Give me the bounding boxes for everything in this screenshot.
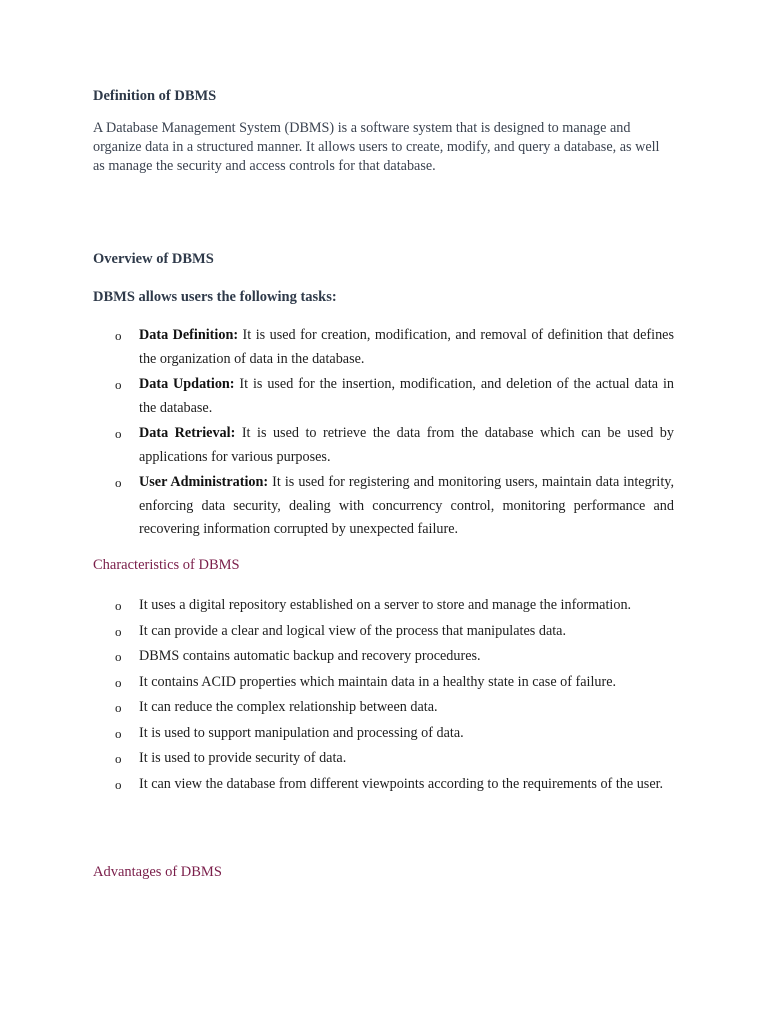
bullet-marker: o — [115, 377, 122, 392]
characteristics-heading: Characteristics of DBMS — [93, 557, 240, 573]
overview-heading: Overview of DBMS — [93, 251, 214, 267]
bullet-marker: o — [115, 751, 122, 766]
task-term: User Administration: — [139, 474, 269, 490]
list-item — [93, 645, 674, 669]
task-description: It is used for registering and monitoring users, maintain data integrity, enforcing data security, dealing with concurrency control, monitoring performance and recovering information corrupted by unexpected failure. — [139, 474, 674, 537]
definition-heading: Definition of DBMS — [93, 88, 217, 104]
list-item — [93, 594, 674, 618]
characteristics-list — [93, 594, 674, 798]
characteristic-text: It can reduce the complex relationship between data. — [139, 699, 438, 715]
bullet-marker: o — [115, 776, 122, 792]
definition-paragraph: A Database Management System (DBMS) is a software system that is designed to manage and organize data in a structured manner. It allows users to create, modify, and query a database, as well as manage the security and access controls for that database. — [93, 120, 660, 174]
bullet-marker: o — [115, 475, 122, 490]
overview-task-list — [93, 324, 674, 544]
characteristic-text: It is used to provide security of data. — [139, 750, 347, 766]
list-item — [93, 722, 674, 746]
task-description: It is used for creation, modification, and removal of definition that defines the organization of data in the database. — [139, 327, 674, 367]
bullet-marker: o — [115, 598, 122, 613]
list-item — [93, 620, 674, 644]
characteristic-text: DBMS contains automatic backup and recovery procedures. — [139, 648, 481, 664]
list-item — [93, 422, 674, 469]
characteristic-text: It uses a digital repository established on a server to store and manage the information. — [139, 597, 632, 613]
bullet-marker: o — [115, 700, 122, 715]
advantages-heading: Advantages of DBMS — [93, 864, 222, 880]
task-description: It is used to retrieve the data from the database which can be used by applications for various purposes. — [139, 425, 674, 465]
list-item — [93, 324, 674, 371]
bullet-marker: o — [115, 623, 122, 639]
bullet-marker: o — [115, 674, 122, 690]
characteristic-text: It contains ACID properties which maintain data in a healthy state in case of failure. — [139, 673, 617, 690]
characteristic-text: It can view the database from different viewpoints according to the requirements of the user. — [139, 775, 664, 792]
list-item — [93, 373, 674, 420]
bullet-marker: o — [115, 649, 122, 664]
list-item — [93, 773, 674, 797]
characteristic-text: It can provide a clear and logical view of the process that manipulates data. — [139, 622, 567, 639]
list-item — [93, 747, 674, 771]
task-description: It is used for the insertion, modification, and deletion of the actual data in the database. — [139, 376, 675, 416]
characteristic-text: It is used to support manipulation and processing of data. — [139, 724, 464, 741]
list-item — [93, 696, 674, 720]
task-term: Data Definition: — [139, 327, 239, 343]
list-item — [93, 471, 674, 542]
overview-subheading: DBMS allows users the following tasks: — [93, 289, 337, 305]
bullet-marker: o — [115, 328, 122, 343]
task-term: Data Updation: — [139, 376, 235, 392]
task-term: Data Retrieval: — [139, 425, 236, 441]
bullet-marker: o — [115, 426, 122, 441]
list-item — [93, 671, 674, 695]
bullet-marker: o — [115, 725, 122, 741]
